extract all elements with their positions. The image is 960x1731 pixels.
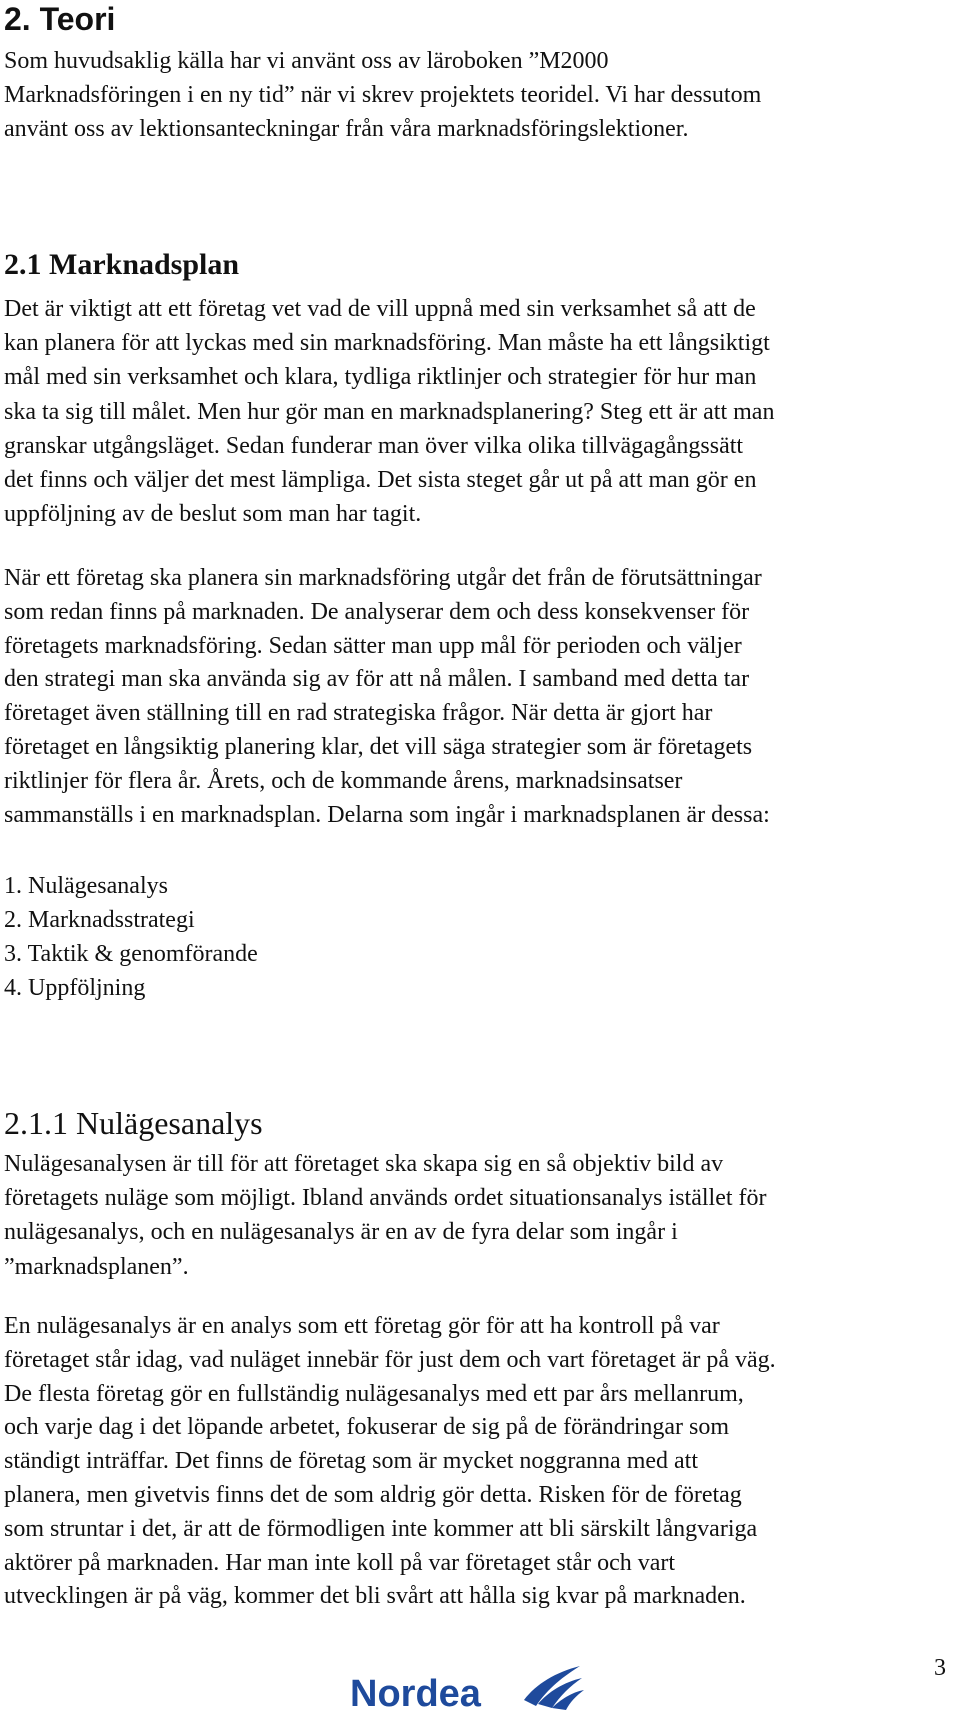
logo-wordmark: Nordea [350, 1673, 481, 1715]
list-item: 1. Nulägesanalys [4, 873, 168, 899]
list-item: 3. Taktik & genomförande [4, 941, 258, 967]
list-item: 2. Marknadsstrategi [4, 907, 195, 933]
intro-paragraph: Som huvudsaklig källa har vi använt oss av läroboken ”M2000 Marknadsföringen i en ny tid” när vi skrev projektets teoridel. Vi har dessutom använt oss av lektionsanteckningar från våra marknadsföringslektioner. [4, 48, 762, 143]
logo-swoosh-icon [524, 1666, 584, 1710]
nulagesanalys-paragraph-1: Nulägesanalysen är till för att företaget ska skapa sig en så objektiv bild av företagets nuläge som möjligt. Ibland används ordet situationsanalys istället för nulägesanalys, och en nulägesanalys är en av de fyra delar som ingår i ”marknadsplanen”. [4, 1151, 767, 1280]
marknadsplan-parts-list [4, 869, 258, 1005]
page-number: 3 [934, 1655, 946, 1681]
list-item: 4. Uppföljning [4, 975, 146, 1001]
nordea-logo [350, 1656, 590, 1716]
section-heading: 2. Teori [4, 1, 116, 37]
marknadsplan-paragraph-2: När ett företag ska planera sin marknadsföring utgår det från de förutsättningar som redan finns på marknaden. De analyserar dem och dess konsekvenser för företagets marknadsföring. Sedan sätter man upp mål för perioden och väljer den strategi man ska använda sig av för att nå målen. I samband med detta tar företaget även ställning till en rad strategiska frågor. När detta är gjort har företaget en långsiktig planering klar, det vill säga strategier som är företagets riktlinjer för flera år. Årets, och de kommande årens, marknadsinsatser sammanställs i en marknadsplan. Delarna som ingår i marknadsplanen är dessa: [4, 565, 770, 828]
subsection-heading-nulagesanalys: 2.1.1 Nulägesanalys [4, 1105, 263, 1141]
subsection-heading-marknadsplan: 2.1 Marknadsplan [4, 248, 240, 281]
marknadsplan-paragraph-1: Det är viktigt att ett företag vet vad de vill uppnå med sin verksamhet så att de kan planera för att lyckas med sin marknadsföring. Man måste ha ett långsiktigt mål med sin verksamhet och klara, tydliga riktlinjer och strategier för hur man ska ta sig till målet. Men hur gör man en marknadsplanering? Steg ett är att man granskar utgångsläget. Sedan funderar man över vilka olika tillvägagångssätt det finns och väljer det mest lämpliga. Det sista steget går ut på att man gör en uppföljning av de beslut som man har tagit. [4, 296, 775, 528]
nulagesanalys-paragraph-2: En nulägesanalys är en analys som ett företag gör för att ha kontroll på var företaget står idag, vad nuläget innebär för just dem och vart företaget är på väg. De flesta företag gör en fullständig nulägesanalys med ett par års mellanrum, och varje dag i det löpande arbetet, fokuserar de sig på de förändringar som ständigt inträffar. Det finns de företag som är mycket noggranna med att planera, men givetvis finns det de som aldrig gör detta. Risken för de företag som struntar i det, är att de förmodligen inte kommer att bli särskilt långvariga aktörer på marknaden. Har man inte koll på var företaget står och vart utvecklingen är på väg, kommer det bli svårt att hålla sig kvar på marknaden. [4, 1313, 776, 1610]
